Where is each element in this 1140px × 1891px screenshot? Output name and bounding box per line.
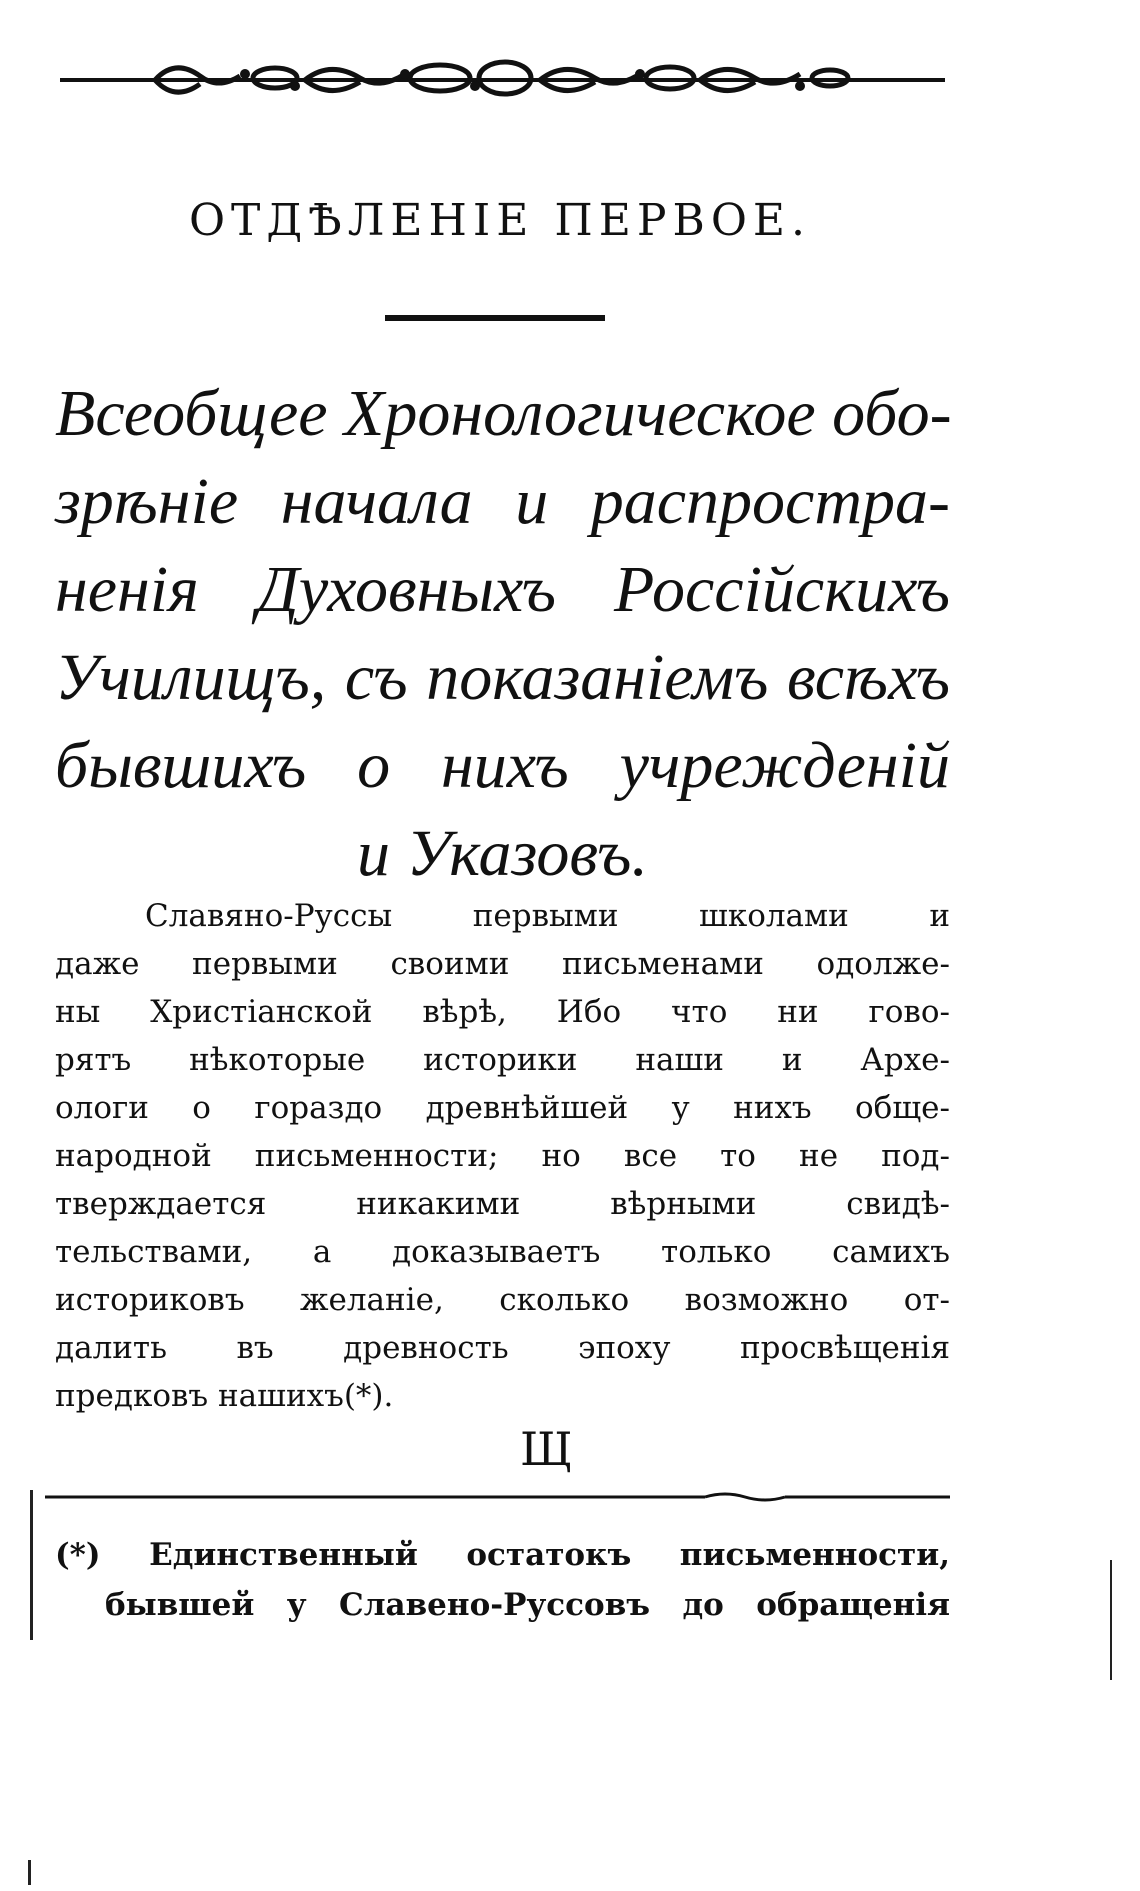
footnote (55, 1530, 950, 1630)
body-line: рятъ нѣкоторые историки наши и Архе- (55, 1042, 950, 1078)
title-line: бывшихъ о нихъ учрежденій (55, 729, 950, 802)
body-line: тверждается никакими вѣрными свидѣ- (55, 1186, 950, 1222)
body-line: далить въ древность эпоху просвѣщенія (55, 1330, 950, 1366)
catchword: Щ (520, 1422, 573, 1476)
footnote-rule (45, 1490, 950, 1504)
page-edge-mark (1110, 1560, 1112, 1680)
chapter-title (55, 370, 950, 898)
decorative-headpiece-ornament (60, 48, 945, 108)
title-line: ненія Духовныхъ Россійскихъ (55, 553, 950, 626)
page-edge-mark (28, 1860, 31, 1885)
body-line: ологи о гораздо древнѣйшей у нихъ обще- (55, 1090, 950, 1126)
heading-rule (385, 315, 605, 321)
title-line: Всеобщее Хронологическое обо- (55, 377, 952, 450)
body-line: ны Христіанской вѣрѣ, Ибо что ни гово- (55, 994, 950, 1030)
body-line: Славяно-Руссы первыми школами и (145, 898, 950, 934)
body-line: предковъ нашихъ(*). (55, 1378, 394, 1414)
body-paragraph (55, 892, 950, 1420)
body-line: народной письменности; но все то не под- (55, 1138, 950, 1174)
footnote-line: бывшей у Славено-Руссовъ до обращенія (105, 1587, 950, 1623)
footnote-line: (*) Единственный остатокъ письменности, (55, 1537, 950, 1573)
body-line: тельствами, а доказываетъ только самихъ (55, 1234, 950, 1270)
section-heading: ОТДѢЛЕНІЕ ПЕРВОЕ. (188, 195, 811, 246)
title-line: Училищъ, съ показаніемъ всѣхъ (55, 641, 950, 714)
page-edge-mark (30, 1490, 33, 1640)
title-line: и Указовъ. (357, 817, 648, 890)
body-line: даже первыми своими письменами одолже- (55, 946, 950, 982)
body-line: историковъ желаніе, сколько возможно от- (55, 1282, 950, 1318)
title-line: зрѣніе начала и распростра- (55, 465, 950, 538)
